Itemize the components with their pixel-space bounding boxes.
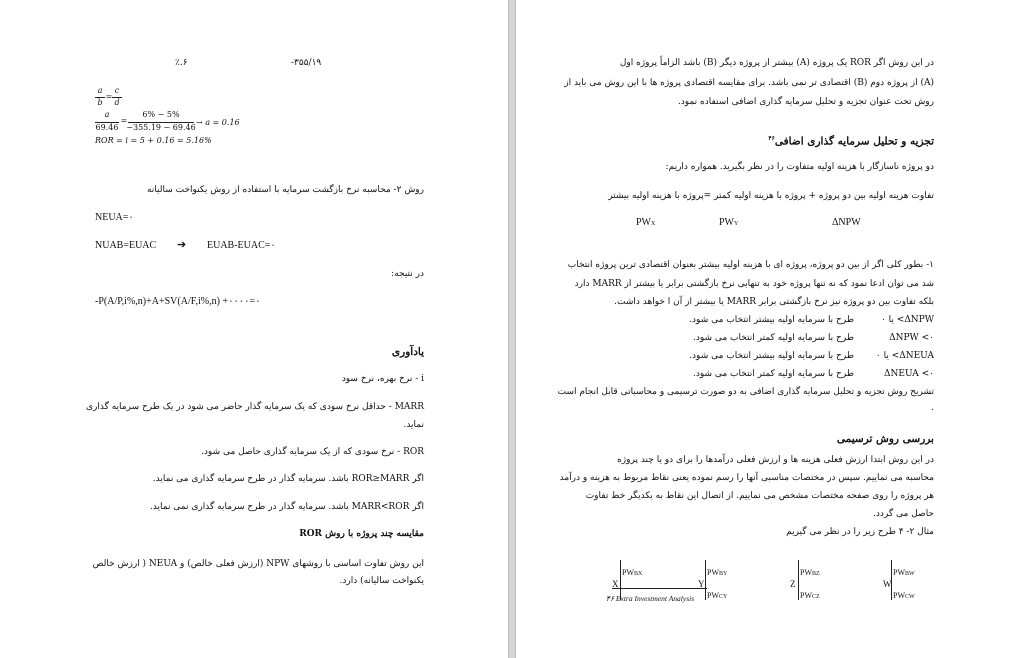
pw-bw: PWBW [893,568,915,577]
bracket-z [798,560,799,600]
condition-no-invest: اگر MARR<ROR باشد. سرمایه گذار در طرح سرمایه گذاری نمی نماید. [149,502,424,512]
delta-npw-label: ΔNPW [832,217,861,228]
pw-by: PWBY [707,568,728,577]
footnote: ۴۶ Extra Investment Analysis [606,594,695,603]
eq2-num-right: 6% − 5% [142,110,180,119]
condition-invest: اگر ROR≥MARR باشد. سرمایه گذار در طرح سرمایه گذاری می نماید. [152,474,424,484]
pw-bz: PWBZ [800,568,820,577]
difference-line1: این روش تفاوت اساسی با روشهای NPW (ارزش فعلی خالص) و NEUA ( ارزش خالص [92,559,424,569]
arrow-icon: ➔ [177,238,187,251]
footnote-ref: ۴۶ [768,135,775,142]
graphic-line3: هر پروژه را روی صفحه مختصات مشخص می نماییم. از اتصال این نقاط به یکدیگر خط تفاوت [585,491,934,501]
left-page: ٪.۶ -۳۵۵/۱۹ a b = c d a 69.46 = 6% − 5% −355.19 − 69.46 → a = 0.16 ROR = i = 5 + 0.16 = 5.16% روش ۲- محاسبه نرخ بازگشت سرمایه با استفاده از روش یکنواخت سالیانه NEUA=۰ NUAB=EUAC ➔ EUAB-EUAC=۰ در نتیجه: -P(A/P,i%,n)+A+SV(A/F,i%,n) +۰۰۰۰=۰ یادآوری i - نرخ بهره، نرخ سود MARR - حداقل نرخ سودی که یک سرمایه گذار حاضر می شود در یک طرح سرمایه گذاری نماید. ROR - نرخ سودی که از یک سرمایه گذاری حاصل می شود. اگر ROR≥MARR باشد. سرمایه گذار در طرح سرمایه گذاری می نماید. اگر MARR<ROR باشد. سرمایه گذار در طرح سرمایه گذاری نمی نماید. مقایسه چند پروژه با روش ROR این روش تفاوت اساسی با روشهای NPW (ارزش فعلی خالص) و NEUA ( ارزش خالص یکنواخت سالیانه) دارد. [0,0,508,658]
graphic-title: بررسی روش ترسیمی [836,433,934,445]
formula: -P(A/P,i%,n)+A+SV(A/F,i%,n) +۰۰۰۰=۰ [95,296,261,307]
pw-cy: PWCY [707,591,728,600]
explain-dot: . [931,403,934,413]
compare-title: مقایسه چند پروژه با روش ROR [299,529,424,539]
euab-eq: EUAB-EUAC=۰ [207,240,276,251]
top-percent: ٪.۶ [175,58,188,68]
pw-bx: PWBX [622,568,643,577]
eq2-den-left: 69.46 [95,123,119,132]
def-marr-line2: نماید. [403,420,424,430]
graphic-line4: حاصل می گردد. [873,509,934,519]
para1-line2: شد می توان ادعا نمود که نه تنها پروژه خود به تنهایی نرخ بازگشتی برابر یا بیشتر از MARR دارد [574,279,934,289]
w-label: W [883,579,892,589]
rule3-cond: ΔNEUA> یا ۰ [875,351,934,361]
rule1-cond: ΔNPW> یا ۰ [880,315,934,325]
neua-eq: NEUA=۰ [95,212,134,223]
reminder-title: یادآوری [391,346,424,358]
diagram-axis [612,588,707,589]
page-gutter [508,0,516,658]
def-ror: ROR - نرخ سودی که از یک سرمایه گذاری حاصل می شود. [201,447,424,457]
intro-line3: روش تحت عنوان تجزیه و تحلیل سرمایه گذاری اضافی استفاده نمود. [677,97,934,107]
eq3-ror: ROR = i = 5 + 0.16 = 5.16% [95,136,212,145]
intro-line1: در این روش اگر ROR یک پروژه (A) بیشتر از پروژه دیگر (B) باشد الزاماً پروژه اول [619,58,934,68]
pw-cz: PWCZ [800,591,820,600]
para1-line3: بلکه تفاوت بین دو پروژه نیز نرخ بازگشتی برابر MARR یا بیشتر از آن ا خواهد داشت. [614,297,934,307]
graphic-line1: در این روش ابتدا ارزش فعلی هزینه ها و ارزش فعلی درآمدها را برای دو یا چند پروژه [617,455,934,465]
incremental-title: تجزیه و تحلیل سرمایه گذاری اضافی$^{۴۶}$ [768,135,934,148]
z-label: Z [790,579,796,589]
rule4-cond: ΔNEUA <۰ [884,369,934,379]
difference-line2: یکنواخت سالیانه) دارد. [339,576,424,586]
intro-line2: (A) از پروژه دوم (B) اقتصادی تر نمی باشد. برای مقایسه اقتصادی پروژه ها با این روش می باید از [564,78,934,88]
method-title: روش ۲- محاسبه نرخ بازگشت سرمایه با استفاده از روش یکنواخت سالیانه [146,185,424,195]
rule2-cond: ΔNPW <۰ [889,333,934,343]
right-page [516,0,1024,658]
example-text: مثال ۲- ۴ طرح زیر را در نظر می گیریم [786,527,934,537]
eq1-b: b [97,98,103,107]
bracket-y [705,560,706,600]
result-label: در نتیجه: [391,269,424,279]
graphic-line2: محاسبه می نماییم. سپس در مختصات مناسبی آنها را رسم نموده یعنی نقاط مربوط به هزینه و درآمد [559,473,934,483]
eq2-num-left: a [104,110,110,119]
eq2-den-right: −355.19 − 69.46 [126,123,196,132]
rule2-text: طرح با سرمایه اولیه کمتر انتخاب می شود. [692,333,854,343]
pwx-label: PWX [636,217,656,228]
top-number: -۳۵۵/۱۹ [291,58,322,68]
pw-cw: PWCW [893,591,915,600]
nuab-eq: NUAB=EUAC [95,240,157,251]
y-label: Y [698,579,705,589]
explain-text: تشریح روش تجزیه و تحلیل سرمایه گذاری اضافی به دو صورت ترسیمی و محاسباتی قابل انجام است [557,387,934,397]
x-label: X [612,579,619,589]
two-projects-text: دو پروژه ناسازگار با هزینه اولیه متفاوت را در نظر بگیرید. همواره داریم: [665,162,934,172]
eq1-d: d [114,98,120,107]
rule4-text: طرح با سرمایه اولیه کمتر انتخاب می شود. [692,369,854,379]
eq1-a: a [97,86,103,95]
rule3-text: طرح با سرمایه اولیه بیشتر انتخاب می شود. [689,351,854,361]
pwy-label: PWY [719,217,739,228]
rule1-text: طرح با سرمایه اولیه بیشتر انتخاب می شود. [689,315,854,325]
identity-text: تفاوت هزینه اولیه بین دو پروژه + پروژه با هزینه اولیه کمتر =پروژه با هزینه اولیه بیشتر [608,191,934,201]
def-marr-line1: MARR - حداقل نرخ سودی که یک سرمایه گذار حاضر می شود در یک طرح سرمایه گذاری [85,402,424,412]
eq1-c: c [114,86,120,95]
def-i: i - نرخ بهره، نرخ سود [341,374,424,384]
eq2-result: → a = 0.16 [196,118,240,127]
para1-line1: ۱- بطور کلی اگر از بین دو پروژه، پروژه ای با هزینه اولیه بیشتر بعنوان اقتصادی ترین پروژه انتخاب [567,260,934,270]
